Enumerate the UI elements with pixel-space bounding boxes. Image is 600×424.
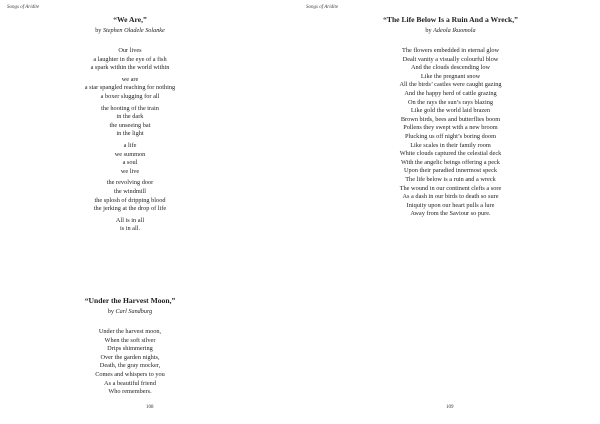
stanza [358, 47, 543, 219]
poem-line: The wound in our continent clefts a sore [399, 184, 502, 192]
poem-line: When the soft silver [104, 336, 156, 344]
poem-line: Drips shimmering [107, 345, 153, 353]
poem-we-are [40, 15, 220, 237]
poem-line: in the dark [116, 113, 144, 121]
poem-line: a star spangled reaching for nothing [84, 84, 176, 92]
poem-byline [40, 307, 220, 316]
poem-line: As a dash in our birds to death so sure [402, 193, 499, 201]
stanza [40, 47, 220, 73]
running-head: Songs of Aridite [306, 5, 339, 10]
stanza [40, 142, 220, 176]
poem-line: we live [120, 167, 140, 175]
poem-line: we are [121, 75, 139, 83]
poem-under-the-harvest-moon [40, 296, 220, 400]
poem-line: the windmill [113, 187, 146, 195]
poem-line: Away from the Saviour so pure. [410, 210, 491, 218]
poem-line: Comes and whispers to you [95, 370, 165, 378]
poem-line: On the rays the sun’s rays blazing [408, 98, 493, 106]
poem-line: a laughter in the eye of a fish [93, 55, 167, 63]
poem-line: Upon their paradied innermost speck [403, 167, 498, 175]
poem-line: Brown birds, bees and butterflies boom [400, 115, 501, 123]
byline-by: by [425, 27, 432, 34]
poem-line: Our lives [118, 47, 142, 54]
poem-author: Stephen Oladele Solanke [102, 27, 165, 34]
running-head: Songs of Aridite [7, 5, 40, 10]
poem-line: Pollens they swept with a new broom [403, 124, 498, 132]
poem-title: “The Life Below Is a Ruin And a Wreck,” [383, 15, 518, 24]
poem-line: Plucking us off night’s boring doom [404, 132, 496, 140]
poem-line: Over the garden nights, [100, 353, 160, 361]
stanza [40, 179, 220, 213]
stanza [40, 217, 220, 234]
poem-line: And the clouds descending low [410, 64, 491, 72]
right-page [300, 0, 600, 424]
poem-line: the hooting of the train [101, 104, 159, 112]
poem-line: the jerking at the drop of life [93, 205, 167, 213]
poem-body [358, 47, 543, 219]
stanza [40, 105, 220, 139]
poem-line: the unseeing bat [109, 121, 151, 129]
poem-body [40, 47, 220, 234]
poem-line: The life below is a ruin and a wreck [405, 175, 496, 183]
poem-line: Dealt vanity a visually colourful blow [402, 55, 499, 63]
poem-byline [358, 26, 543, 35]
poem-line: a soul [122, 159, 138, 167]
poem-line: we summon [114, 150, 146, 158]
poem-line: Iniquity upon our heart pulls a lure [406, 201, 495, 209]
poem-byline [40, 26, 220, 35]
byline-by: by [107, 308, 114, 315]
poem-line: As a beautiful friend [104, 379, 156, 387]
poem-title: “We Are,” [113, 15, 147, 24]
poem-line: is in all. [119, 225, 141, 233]
poem-line: in the light [116, 130, 144, 138]
poem-title: “Under the Harvest Moon,” [84, 296, 176, 305]
poem-line: Who remembers. [108, 388, 152, 396]
poem-the-life-below [358, 15, 543, 222]
poem-line: Death, the gray mocker, [99, 362, 161, 370]
poem-line: the splosh of dripping blood [94, 196, 166, 204]
poem-line: Under the harvest moon, [98, 328, 162, 335]
poem-line: Like gold the world laid brazen [410, 107, 491, 115]
poem-line: The flowers embedded in eternal glow [401, 47, 500, 54]
byline-by: by [95, 27, 102, 34]
page-number: 109 [446, 405, 454, 410]
poem-line: Like scales in their family room [410, 141, 491, 149]
poem-line: Like the pregnant snow [420, 72, 481, 80]
poem-body [40, 328, 220, 397]
page-number: 108 [146, 405, 154, 410]
poem-line: All is in all [115, 216, 145, 224]
poem-line: With the angelic beings offering a peck [401, 158, 500, 166]
poem-line: White clouds captured the celestial deck [399, 150, 502, 158]
stanza [40, 76, 220, 102]
poem-author: Carl Sandburg [115, 308, 153, 315]
poem-line: the revolving door [106, 179, 154, 187]
poem-line: a spark within the world within [90, 64, 170, 72]
poem-author: Adeola Ikuomola [433, 27, 476, 34]
poem-line: All the birds’ castles were caught gazing [399, 81, 502, 89]
poem-line: a boxer slugging for all [100, 92, 160, 100]
poem-line: a life [123, 141, 137, 149]
poem-line: And the happy herd of cattle grazing [404, 89, 497, 97]
stanza [40, 328, 220, 397]
